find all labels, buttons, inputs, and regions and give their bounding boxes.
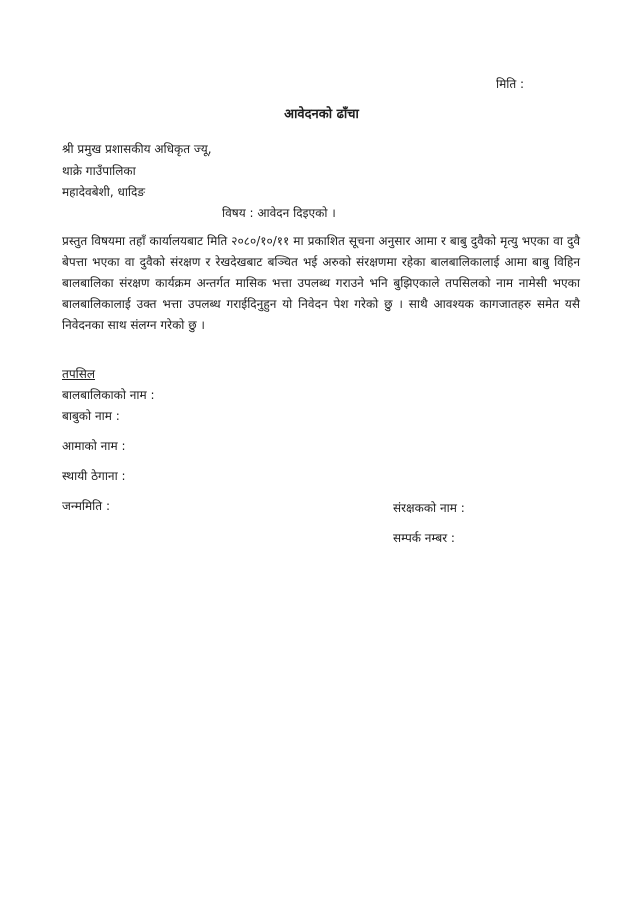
document-title: आवेदनको ढाँचा [284,107,359,122]
subject-line: विषय : आवेदन दिइएको । [222,206,336,220]
guardian-name-field: संरक्षकको नाम : [393,501,465,515]
father-name-field: बाबुको नाम : [62,409,120,423]
body-paragraph: प्रस्तुत विषयमा तहाँ कार्यालयबाट मिति २०८०/१०/११ मा प्रकाशित सूचना अनुसार आमा र बाबु दुवैको मृत्यु भएका वा दुवै बेपत्ता भएका वा दुवैको संरक्षण र रेखदेखबाट बञ्चित भई अरुको संरक्षणमा रहेका बालबालिकालाई आमा बाबु विहिन बालबालिका संरक्षण कार्यक्रम अन्तर्गत मासिक भत्ता उपलब्ध गराउने भनि बुझिएकाले तपसिलको नाम नामेसी भएका बालबालिकालाई उक्त भत्ता उपलब्ध गराईदिनुहुन यो निवेदन पेश गरेको छु । साथै आवश्यक कागजातहरु समेत यसै निवेदनका साथ संलग्न गरेको छु । [62,234,580,332]
details-heading: तपसिल [62,367,96,381]
recipient-line: श्री प्रमुख प्रशासकीय अधिकृत ज्यू, [62,142,212,156]
contact-number-field: सम्पर्क नम्बर : [393,531,455,545]
date-of-birth-field: जन्ममिति : [62,499,110,513]
child-name-field: बालबालिकाको नाम : [62,388,155,402]
permanent-address-field: स्थायी ठेगाना : [62,469,126,483]
date-label: मिति : [496,77,525,91]
location-line: महादेवबेशी, धादिङ [62,185,146,199]
municipality-line: थाक्रे गाउँपालिका [62,164,136,178]
mother-name-field: आमाको नाम : [62,439,126,453]
